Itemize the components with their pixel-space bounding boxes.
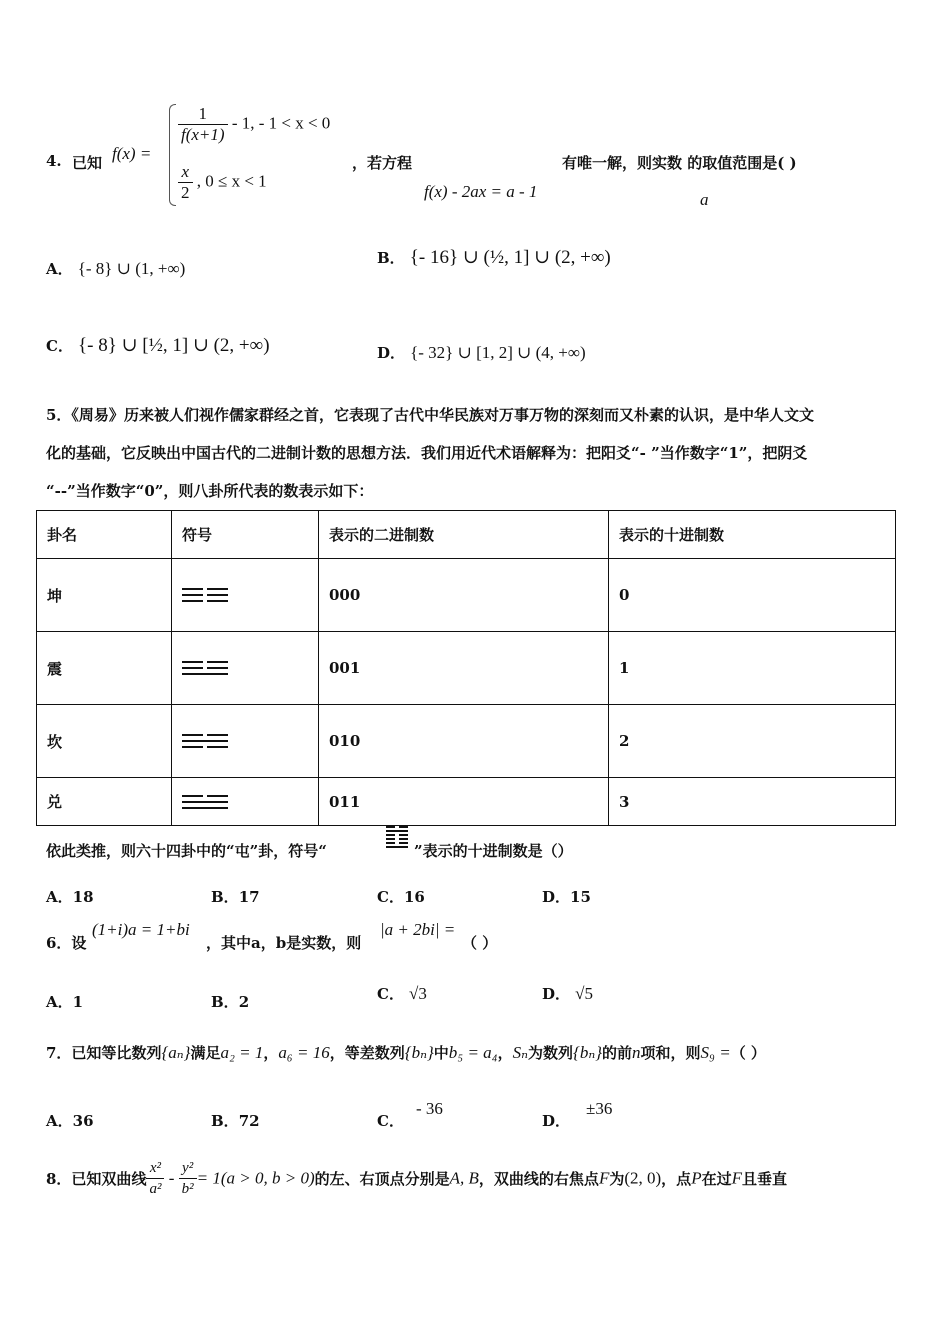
q4-option-a[interactable] <box>46 258 185 279</box>
q6-abs: |a + 2bi| = <box>380 920 456 939</box>
q8-coord: (2, 0) <box>624 1168 662 1188</box>
q8-ab: A, B <box>449 1168 479 1188</box>
option-label: B． <box>211 993 239 1011</box>
q4-mid: ，若方程 <box>352 154 413 172</box>
q4-var-a: a <box>700 190 709 209</box>
q5-after-post: ”表示的十进制数是（） <box>414 842 573 860</box>
q8-a2: a² <box>149 1181 162 1197</box>
option-text: ±36 <box>586 1099 613 1118</box>
option-text: {- 16} ∪ (½, 1] ∪ (2, +∞) <box>409 247 611 268</box>
q6-option-c[interactable] <box>377 983 427 1004</box>
option-label: D． <box>542 985 571 1003</box>
decimal-value: 0 <box>609 559 896 632</box>
q5-option-a[interactable] <box>46 886 94 907</box>
option-text: 1 <box>72 993 84 1011</box>
q7-sn: Sₙ <box>512 1043 528 1062</box>
q8-text-1: 的左、右顶点分别是 <box>314 1170 450 1188</box>
q7-an: {aₙ} <box>161 1043 191 1062</box>
option-label: C． <box>377 1112 404 1130</box>
decimal-value: 2 <box>609 705 896 778</box>
trigram-name: 坤 <box>37 559 172 632</box>
header-symbol: 符号 <box>172 511 319 559</box>
option-label: C． <box>377 888 404 906</box>
q7-text-4: ，等差数列 <box>329 1044 405 1062</box>
q5-option-c[interactable] <box>377 886 425 907</box>
q7-text-3: ， <box>263 1044 279 1062</box>
q7-s9: S₉ = <box>700 1043 731 1062</box>
option-text: 15 <box>570 888 591 906</box>
q4-case1-den: f(x+1) <box>181 125 225 144</box>
q8-text-6: 且垂直 <box>741 1170 787 1188</box>
option-label: D． <box>542 888 571 906</box>
option-text: - 36 <box>415 1099 443 1118</box>
option-label: D． <box>542 1112 571 1130</box>
q7-line <box>46 1042 766 1063</box>
binary-value: 000 <box>319 559 609 632</box>
q5-option-b[interactable] <box>211 886 260 907</box>
q4-case2-num: x <box>178 162 193 183</box>
q8-b2: b² <box>181 1181 194 1197</box>
header-binary: 表示的二进制数 <box>319 511 609 559</box>
q4-option-c[interactable] <box>46 334 270 357</box>
option-label: B． <box>211 888 239 906</box>
q4-equation: f(x) - 2ax = a - 1 <box>424 182 538 201</box>
q5-line3: “--”当作数字“0”，则八卦所代表的数表示如下： <box>46 482 374 500</box>
q7-text-9: 项和，则 <box>640 1044 701 1062</box>
q5-line2: 化的基础，它反映出中国古代的二进制计数的思想方法．我们用近代术语解释为：把阳爻“- ”当作数字“1”，把阴爻 <box>46 444 808 462</box>
q8-f2: F <box>731 1168 742 1188</box>
q4-prefix: 已知 <box>72 154 103 172</box>
q7-text-5: 中 <box>433 1044 449 1062</box>
q7-a6: a₆ = 16 <box>278 1043 330 1062</box>
q8-text-3: 为 <box>609 1170 625 1188</box>
option-text: 2 <box>238 993 250 1011</box>
kan-symbol <box>172 705 319 778</box>
q4-option-d[interactable] <box>377 342 586 363</box>
q7-option-d[interactable] <box>542 1098 613 1130</box>
q7-bn2: {bₙ} <box>573 1043 603 1062</box>
q5-line1: 5．《周易》历来被人们视作儒家群经之首，它表现了古代中华民族对万事万物的深刻而又朴素的认识，是中华人文文 <box>46 406 814 424</box>
q7-b5: b₅ = a₄ <box>448 1043 498 1062</box>
option-label: C． <box>377 985 404 1003</box>
bagua-table <box>36 510 896 826</box>
option-label: A． <box>46 260 73 278</box>
table-header-row <box>37 511 896 559</box>
q6-option-d[interactable] <box>542 983 593 1004</box>
header-decimal: 表示的十进制数 <box>609 511 896 559</box>
option-label: A． <box>46 1112 73 1130</box>
q7-n: n <box>632 1043 641 1062</box>
q5-after-pre: 依此类推，则六十四卦中的“屯”卦，符号“ <box>46 842 327 860</box>
option-text: 18 <box>72 888 94 906</box>
q7-bn: {bₙ} <box>404 1043 434 1062</box>
q4-case1-num: 1 <box>178 104 228 125</box>
q5-option-d[interactable] <box>542 886 591 907</box>
binary-value: 001 <box>319 632 609 705</box>
q4-number: 4. <box>46 152 62 170</box>
q8-cond: = 1(a > 0, b > 0) <box>196 1168 315 1188</box>
option-text: √3 <box>409 984 427 1003</box>
q6-eq: (1+i)a = 1+bi <box>92 920 190 939</box>
q7-text-1: 7．已知等比数列 <box>46 1044 162 1062</box>
option-text: 17 <box>238 888 260 906</box>
q7-text-10: （ ） <box>730 1044 766 1062</box>
option-text: 16 <box>403 888 425 906</box>
q8-p: P <box>691 1168 702 1188</box>
q4-case2-den: 2 <box>181 183 190 202</box>
q6-option-a[interactable] <box>46 991 83 1012</box>
trigram-name: 坎 <box>37 705 172 778</box>
decimal-value: 1 <box>609 632 896 705</box>
q8-text-4: ，点 <box>661 1170 692 1188</box>
q8-y2: y² <box>179 1158 197 1179</box>
option-label: C． <box>46 337 73 355</box>
q6-mid: ，其中a，b是实数，则 <box>206 934 362 952</box>
q6-tail: （ ） <box>462 934 498 952</box>
q8-x2: x² <box>146 1158 164 1179</box>
option-text: {- 8} ∪ (1, +∞) <box>77 259 186 278</box>
option-text: {- 32} ∪ [1, 2] ∪ (4, +∞) <box>410 343 586 362</box>
option-text: 36 <box>72 1112 94 1130</box>
table-row <box>37 632 896 705</box>
zhen-symbol <box>172 632 319 705</box>
binary-value: 011 <box>319 778 609 826</box>
q4-tail: 有唯一解，则实数 的取值范围是( ) <box>562 154 797 172</box>
q8-line: 8．已知双曲线 $\frac{\text{x²}}{\text{a²}}$ - $\frac{\text{y²}}{\text{b²}}$ = 1(a > 0, b > 0)的左、右顶点分别是A, B，双曲线的右焦点F为(2, 0)，点P在过F且垂直 <box>46 1160 787 1197</box>
q4-case2 <box>178 162 267 203</box>
zhun-hexagram-icon <box>386 824 408 850</box>
q4-case1 <box>178 104 330 145</box>
q8-text-2: ，双曲线的右焦点 <box>478 1170 599 1188</box>
table-row <box>37 559 896 632</box>
table-row <box>37 778 896 826</box>
q4-brace <box>169 104 176 206</box>
binary-value: 010 <box>319 705 609 778</box>
q8-f: F <box>598 1168 610 1188</box>
q7-option-c[interactable] <box>377 1098 443 1130</box>
option-label: D． <box>377 344 406 362</box>
dui-symbol <box>172 778 319 826</box>
q6-option-b[interactable] <box>211 991 249 1012</box>
q7-text-2: 满足 <box>190 1044 221 1062</box>
option-text: √5 <box>575 984 593 1003</box>
q4-fx: f(x) = <box>112 144 152 163</box>
q4-case2-rest: , 0 ≤ x < 1 <box>196 171 267 191</box>
q6-prefix: 6．设 <box>46 934 87 952</box>
q4-case1-rest: - 1, - 1 < x < 0 <box>231 113 331 133</box>
option-label: A． <box>46 888 73 906</box>
q8-prefix: 8．已知双曲线 <box>46 1170 147 1188</box>
q7-option-b[interactable] <box>211 1110 260 1131</box>
q4-option-b[interactable] <box>377 246 611 269</box>
q7-a2: a₂ = 1 <box>220 1043 264 1062</box>
option-label: B． <box>377 249 405 267</box>
q8-text-5: 在过 <box>701 1170 732 1188</box>
q7-text-6: ， <box>497 1044 513 1062</box>
option-text: 72 <box>238 1112 260 1130</box>
table-row <box>37 705 896 778</box>
option-label: B． <box>211 1112 239 1130</box>
option-label: A． <box>46 993 73 1011</box>
trigram-name: 兑 <box>37 778 172 826</box>
q7-option-a[interactable] <box>46 1110 94 1131</box>
trigram-name: 震 <box>37 632 172 705</box>
option-text: {- 8} ∪ [½, 1] ∪ (2, +∞) <box>78 335 270 356</box>
q7-text-7: 为数列 <box>528 1044 574 1062</box>
decimal-value: 3 <box>609 778 896 826</box>
header-name: 卦名 <box>37 511 172 559</box>
q7-text-8: 的前 <box>602 1044 633 1062</box>
kun-symbol <box>172 559 319 632</box>
